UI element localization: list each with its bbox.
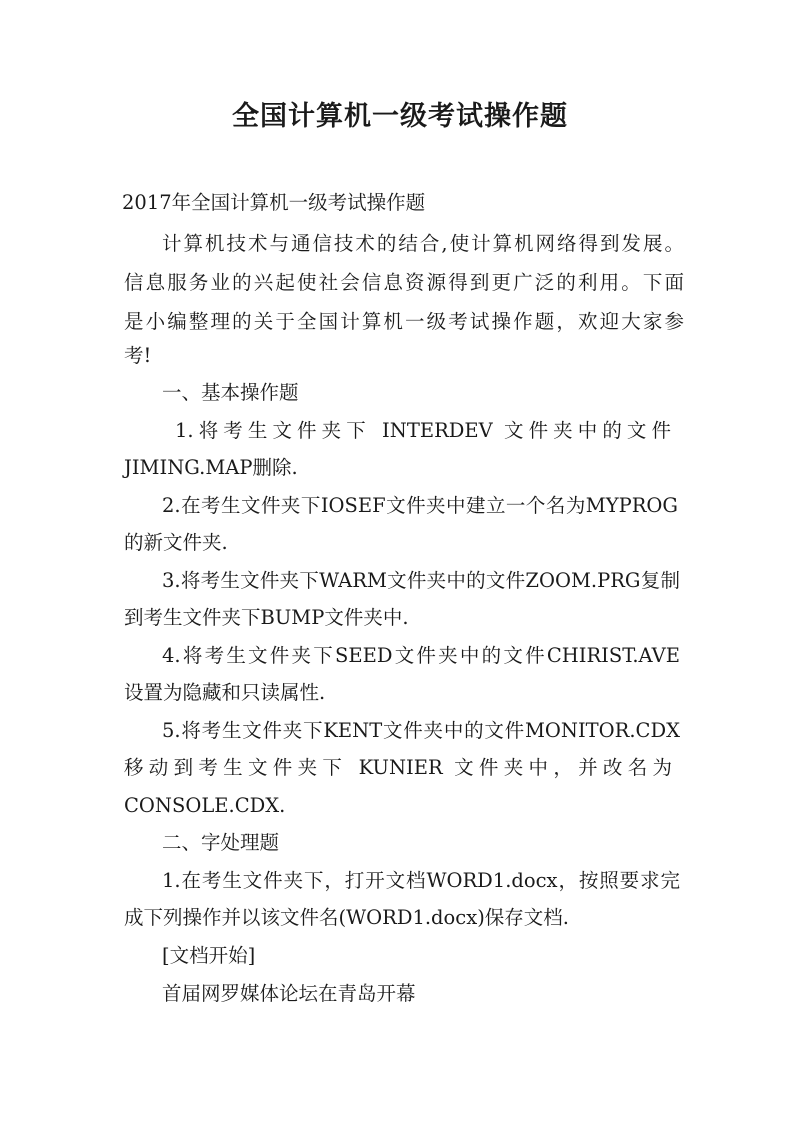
paragraph-line: [文档开始] — [162, 944, 256, 967]
paragraph-line: CONSOLE.CDX. — [124, 794, 286, 817]
paragraph-line: 移动到考生文件夹下 KUNIER 文件夹中，并改名为 — [124, 756, 672, 779]
paragraph-line: 是小编整理的关于全国计算机一级考试操作题，欢迎大家参 — [124, 310, 684, 333]
paragraph-line: 1.在考生文件夹下，打开文档WORD1.docx，按照要求完 — [162, 869, 680, 892]
paragraph-line: 计算机技术与通信技术的结合,使计算机网络得到发展。 — [162, 232, 684, 255]
paragraph-line: 2.在考生文件夹下IOSEF文件夹中建立一个名为MYPROG — [162, 494, 678, 517]
section-heading: 二、字处理题 — [162, 831, 280, 854]
paragraph-line: 的新文件夹. — [124, 531, 228, 554]
paragraph-line: 信息服务业的兴起使社会信息资源得到更广泛的利用。下面 — [124, 271, 684, 294]
paragraph-line: 考! — [124, 344, 152, 367]
subtitle-line: 2017年全国计算机一级考试操作题 — [122, 191, 426, 214]
paragraph-line: 设置为隐藏和只读属性. — [124, 681, 326, 704]
paragraph-line: 1.将考生文件夹下 INTERDEV 文件夹中的文件 — [175, 419, 671, 442]
paragraph-line: 首届网罗媒体论坛在青岛开幕 — [162, 982, 416, 1005]
paragraph-line: JIMING.MAP删除. — [124, 456, 298, 479]
paragraph-line: 成下列操作并以该文件名(WORD1.docx)保存文档. — [124, 906, 570, 929]
section-heading: 一、基本操作题 — [162, 381, 299, 404]
document-title: 全国计算机一级考试操作题 — [232, 101, 568, 132]
paragraph-line: 3.将考生文件夹下WARM文件夹中的文件ZOOM.PRG复制 — [162, 569, 680, 592]
paragraph-line: 4.将考生文件夹下SEED文件夹中的文件CHIRIST.AVE — [162, 644, 680, 667]
paragraph-line: 5.将考生文件夹下KENT文件夹中的文件MONITOR.CDX — [162, 719, 680, 742]
paragraph-line: 到考生文件夹下BUMP文件夹中. — [124, 606, 409, 629]
